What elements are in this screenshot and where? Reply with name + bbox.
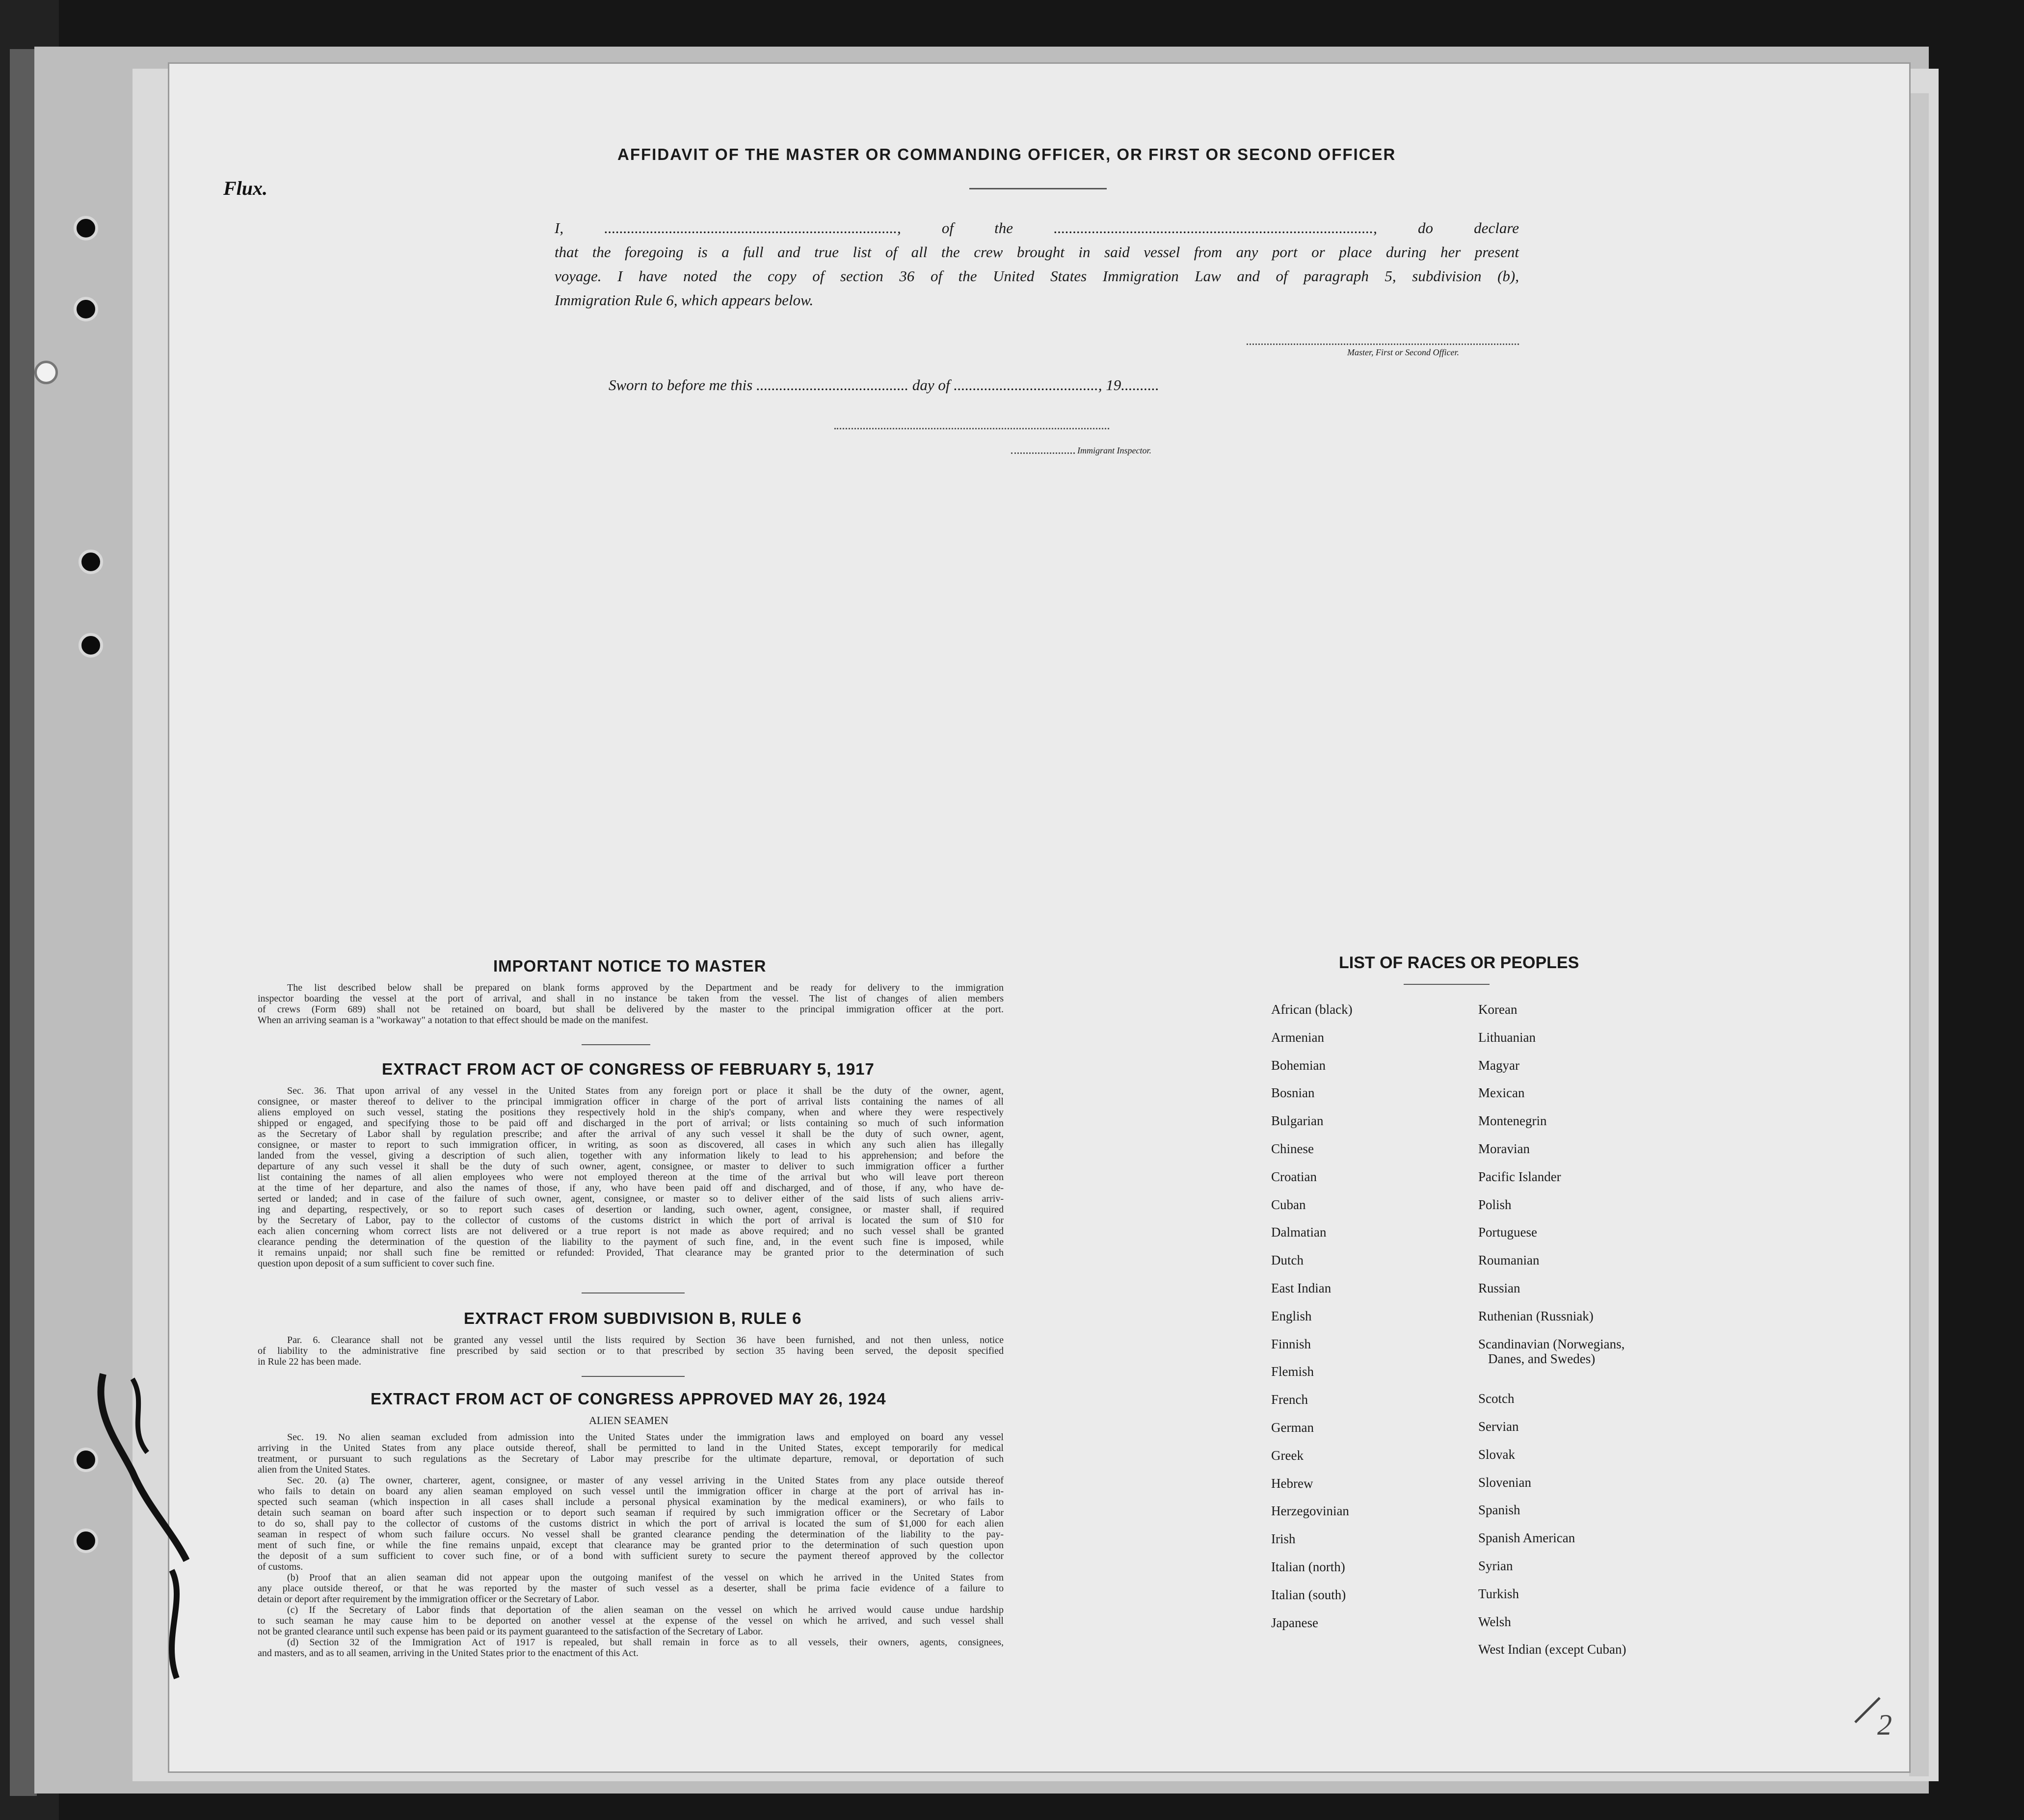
race-item: Cuban <box>1271 1197 1306 1212</box>
punch-hole-icon <box>79 550 103 574</box>
race-item: Spanish <box>1478 1503 1520 1518</box>
race-item: Italian (south) <box>1271 1587 1346 1602</box>
inspector-signature-line <box>834 428 1109 429</box>
race-item: Italian (north) <box>1271 1559 1345 1574</box>
right-sheet-edge <box>1909 93 1929 1776</box>
paragraph-line: Sec. 36. That upon arrival of any vessel in the United States from any foreign port or place it shall be the duty of the owner, agent, <box>287 1085 1004 1096</box>
race-item: Bulgarian <box>1271 1113 1324 1129</box>
race-item: Herzegovinian <box>1271 1503 1349 1519</box>
race-item: Scotch <box>1478 1391 1515 1406</box>
race-item: African (black) <box>1271 1002 1353 1017</box>
notice-line: The list described below shall be prepared on blank forms approved by the Department and be ready for delivery to the immigration <box>287 982 1004 993</box>
race-item: Slovenian <box>1478 1475 1531 1490</box>
race-item: Mexican <box>1478 1085 1525 1101</box>
paragraph-line: aliens employed on such vessel, stating the positions they respectively hold in the ship's company, when and where they were respectively <box>258 1107 1004 1118</box>
race-item: French <box>1271 1392 1308 1407</box>
punch-hole-icon <box>79 633 103 658</box>
paragraph-line: departure of any such vessel it shall be the duty of such owner, agent, consignee, or master to deliver to such immigration officer a further <box>258 1161 1004 1172</box>
race-item: Slovak <box>1478 1447 1516 1462</box>
paragraph-line: each alien concerning whom correct lists are not delivered or a true report is not made as above required; and no such vessel shall be granted <box>258 1226 1004 1237</box>
paragraph-line: at the time of her departure, and also the names of those, if any, who have been paid off and discharged, and of those, if any, who have de- <box>258 1183 1004 1193</box>
affidavit-title: AFFIDAVIT OF THE MASTER OR COMMANDING OFFICER, OR FIRST OR SECOND OFFICER <box>617 145 1396 163</box>
paragraph-line: any place outside thereof, or that he was reported by the master of such vessel as a deserter, shall be prima facie evidence of a failure to <box>258 1583 1004 1594</box>
section-divider <box>582 1376 685 1377</box>
paragraph-line: ment of such fine, or while the fine remains unpaid, except that clearance may be granted prior to the determination of such question upon <box>258 1540 1004 1551</box>
section-divider <box>582 1044 650 1045</box>
paragraph-line: treatment, or pursuant to such regulations as the Secretary of Labor may prescribe for the ultimate departure, removal, or deportation of such <box>258 1453 1004 1464</box>
notice-line: When an arriving seaman is a "workaway" a notation to that effect should be made on the manifest. <box>258 1015 648 1026</box>
races-title: LIST OF RACES OR PEOPLES <box>1339 953 1579 972</box>
paragraph-line: in Rule 22 has been made. <box>258 1356 362 1367</box>
paragraph-line: ing and departing, respectively, or so to report such cases of desertion or landing, such owner, agent, consignee, or master shall, if required <box>258 1204 1004 1215</box>
paragraph-line: Par. 6. Clearance shall not be granted any vessel until the lists required by Section 36 have been furnished, and not then unless, notice <box>287 1335 1004 1345</box>
paragraph-line: Sec. 20. (a) The owner, charterer, agent, consignee, or master of any vessel arriving in the United States from any place outside thereof <box>287 1475 1004 1486</box>
paragraph-line: to such seaman he may cause him to be deported on another vessel at the expense of the vessel on which he arrived, and such vessel shall <box>258 1615 1004 1626</box>
title-divider <box>969 188 1107 189</box>
race-item: Lithuanian <box>1478 1029 1536 1045</box>
race-item: Irish <box>1271 1531 1296 1547</box>
race-item: Greek <box>1271 1448 1304 1463</box>
extract-1917-paragraph <box>258 1085 1004 1269</box>
race-item: Syrian <box>1478 1558 1513 1573</box>
pen-scribble <box>74 1345 201 1688</box>
paragraph-line: serted or landed; and in case of the failure of such owner, agent, consignee, or master so to deliver either of the said lists of such aliens arriv- <box>258 1193 1004 1204</box>
race-item: Hebrew <box>1271 1476 1313 1491</box>
affidavit-line: I, ............................................................................., of the ...................................................................................., do declare <box>555 219 1519 237</box>
paragraph-line: list containing the names of all alien employees who were not employed thereon at the time of the arrival but who will leave port thereon <box>258 1172 1004 1183</box>
affidavit-line: Immigration Rule 6, which appears below. <box>555 291 814 309</box>
inspector-caption: Immigrant Inspector. <box>1077 446 1151 455</box>
race-item: Dalmatian <box>1271 1225 1327 1240</box>
race-item: Finnish <box>1271 1336 1311 1351</box>
race-item: Spanish American <box>1478 1530 1575 1546</box>
svg-text:2: 2 <box>1877 1709 1892 1741</box>
race-item: Russian <box>1478 1281 1520 1295</box>
race-item: Flemish <box>1271 1364 1314 1379</box>
paragraph-line: seaman in respect of whom such failure occurs. No vessel shall be granted clearance pending the determination of the liability to the pay- <box>258 1529 1004 1540</box>
punch-hole-icon <box>74 216 98 240</box>
race-item: Ruthenian (Russniak) <box>1478 1308 1594 1323</box>
race-item: Danes, and Swedes) <box>1488 1351 1596 1366</box>
extract-1917-title: EXTRACT FROM ACT OF CONGRESS OF FEBRUARY 5, 1917 <box>382 1060 875 1078</box>
race-item: Korean <box>1478 1002 1518 1017</box>
paragraph-line: detain or deport after requirement by the immigration officer or the Secretary of Labor. <box>258 1594 600 1605</box>
paragraph-line: arriving in the United States from any place outside thereof, shall be permitted to land in the United States, except temporarily for medical <box>258 1443 1004 1453</box>
race-item: Croatian <box>1271 1169 1317 1184</box>
notice-line: of crews (Form 689) shall not be retained on board, but shall be delivered by the master to the principal immigration officer at the port. <box>258 1004 1004 1015</box>
race-item: West Indian (except Cuban) <box>1478 1642 1626 1657</box>
race-item: English <box>1271 1308 1312 1323</box>
affidavit-declaration <box>555 216 1519 312</box>
race-item: Scandinavian (Norwegians, <box>1478 1336 1625 1351</box>
notice-line: inspector boarding the vessel at the port of arrival, and shall in no instance be taken from the vessel. The list of changes of alien members <box>258 993 1004 1004</box>
paragraph-line: consignee, or master thereof to deliver to the principal immigration officer in charge of the port of arrival lists containing the names of all <box>258 1096 1004 1107</box>
alien-seamen-subtitle: ALIEN SEAMEN <box>589 1414 668 1426</box>
race-item: Polish <box>1478 1197 1512 1212</box>
race-item: Pacific Islander <box>1478 1169 1561 1184</box>
paragraph-line: detain such seaman on board after such inspection or to deport such seaman if required by such immigration officer or the Secretary of Labor <box>258 1507 1004 1518</box>
extract-1924-title: EXTRACT FROM ACT OF CONGRESS APPROVED MAY 26, 1924 <box>371 1390 886 1408</box>
paragraph-line: Sec. 19. No alien seaman excluded from admission into the United States under the immigration laws and employed on board any vessel <box>287 1432 1004 1443</box>
punch-hole-icon <box>74 297 98 321</box>
paragraph-line: of liability to the administrative fine prescribed by said section or to that prescribed by section 35 having been served, the deposit specified <box>258 1345 1004 1356</box>
margin-scribble: Flux. <box>223 177 268 199</box>
notice-paragraph <box>258 982 1004 1026</box>
paragraph-line: clearance pending the determination of the question of the liability to the payment of such fine, and, in the event such fine is imposed, while <box>258 1237 1004 1247</box>
page-number-mark <box>1850 1688 1904 1742</box>
paragraph-line: spected such seaman (which inspection in all cases shall include a personal physical examination by the medical examiners), or who fails to <box>258 1497 1004 1507</box>
race-item: East Indian <box>1271 1281 1332 1295</box>
race-item: Servian <box>1478 1419 1519 1434</box>
extract-1924-paragraph <box>258 1432 1004 1659</box>
sworn-line: Sworn to before me this ........................................ day of ......................................, 19.......... <box>609 376 1159 394</box>
section-divider <box>582 1292 685 1293</box>
race-item: Japanese <box>1271 1615 1318 1630</box>
race-item: Bohemian <box>1271 1057 1326 1073</box>
race-item: Welsh <box>1478 1614 1511 1629</box>
inspector-signature-line-short <box>1011 452 1075 454</box>
paragraph-line: of customs. <box>258 1561 303 1572</box>
race-item: German <box>1271 1420 1314 1435</box>
races-divider <box>1404 984 1490 985</box>
race-item: Chinese <box>1271 1141 1314 1156</box>
paragraph-line: shipped or engaged, and specifying those to be paid off and discharged in the port of arrival; or lists containing so much of such information <box>258 1118 1004 1129</box>
punch-hole-icon <box>34 361 58 384</box>
race-item: Moravian <box>1478 1141 1530 1156</box>
paragraph-line: (b) Proof that an alien seaman did not appear upon the outgoing manifest of the vessel on which he arrived in the United States from <box>287 1572 1004 1583</box>
paragraph-line: (c) If the Secretary of Labor finds that deportation of the alien seaman on the vessel on which he arrived would cause undue hardship <box>287 1605 1004 1615</box>
paragraph-line: the deposit of a sum sufficient to cover such fine, or of a bond with sufficient surety to secure the payment thereof approved by the collector <box>258 1551 1004 1561</box>
paragraph-line: it remains unpaid; nor shall such fine be remitted or refunded: Provided, That clearance may be granted prior to the determination of such <box>258 1247 1004 1258</box>
extract-rule6-title: EXTRACT FROM SUBDIVISION B, RULE 6 <box>464 1309 802 1327</box>
master-signature-caption: Master, First or Second Officer. <box>1347 347 1459 357</box>
race-item: Magyar <box>1478 1057 1519 1073</box>
race-item: Turkish <box>1478 1586 1519 1601</box>
paragraph-line: not be granted clearance until such expense has been paid or its payment guaranteed to the satisfaction of the Secretary of Labor. <box>258 1626 763 1637</box>
race-item: Roumanian <box>1478 1253 1540 1268</box>
binder-strip <box>10 49 37 1796</box>
paragraph-line: by the Secretary of Labor, pay to the collector of customs of the customs district in which the port of arrival is located the sum of $10 for <box>258 1215 1004 1226</box>
paragraph-line: consignee, or master to report to such immigration officer, in writing, as soon as discovered, all cases in which any such alien has illegally <box>258 1139 1004 1150</box>
paragraph-line: question upon deposit of a sum sufficient to cover such fine. <box>258 1258 495 1269</box>
affidavit-line: that the foregoing is a full and true list of all the crew brought in said vessel from any port or place during her present <box>555 243 1519 261</box>
race-item: Bosnian <box>1271 1085 1315 1101</box>
paragraph-line: as the Secretary of Labor shall by regulation prescribe; and after the arrival of any such vessel it shall be the duty of such owner, agent, <box>258 1129 1004 1139</box>
paragraph-line: landed from the vessel, giving a description of such alien, together with any information likely to lead to his apprehension; and before the <box>258 1150 1004 1161</box>
race-item: Armenian <box>1271 1029 1324 1045</box>
race-item: Portuguese <box>1478 1225 1537 1240</box>
paragraph-line: who fails to detain on board any alien seaman employed on such vessel until the immigration officer in charge at the port of arrival has in- <box>258 1486 1004 1497</box>
race-item: Dutch <box>1271 1253 1304 1268</box>
affidavit-line: voyage. I have noted the copy of section 36 of the United States Immigration Law and of paragraph 5, subdivision (b), <box>555 267 1519 285</box>
master-signature-line <box>1247 343 1519 345</box>
paragraph-line: (d) Section 32 of the Immigration Act of 1917 is repealed, but shall remain in force as to all vessels, their owners, agents, consignees, <box>287 1637 1004 1648</box>
paragraph-line: to do so, shall pay to the collector of customs of the customs district in which the port of arrival is located the sum of $1,000 for each alien <box>258 1518 1004 1529</box>
paragraph-line: alien from the United States. <box>258 1464 371 1475</box>
race-item: Montenegrin <box>1478 1113 1547 1129</box>
paragraph-line: and masters, and as to all seamen, arriving in the United States prior to the enactment of this Act. <box>258 1648 639 1659</box>
extract-rule6-paragraph <box>258 1335 1004 1367</box>
notice-title: IMPORTANT NOTICE TO MASTER <box>493 957 767 975</box>
